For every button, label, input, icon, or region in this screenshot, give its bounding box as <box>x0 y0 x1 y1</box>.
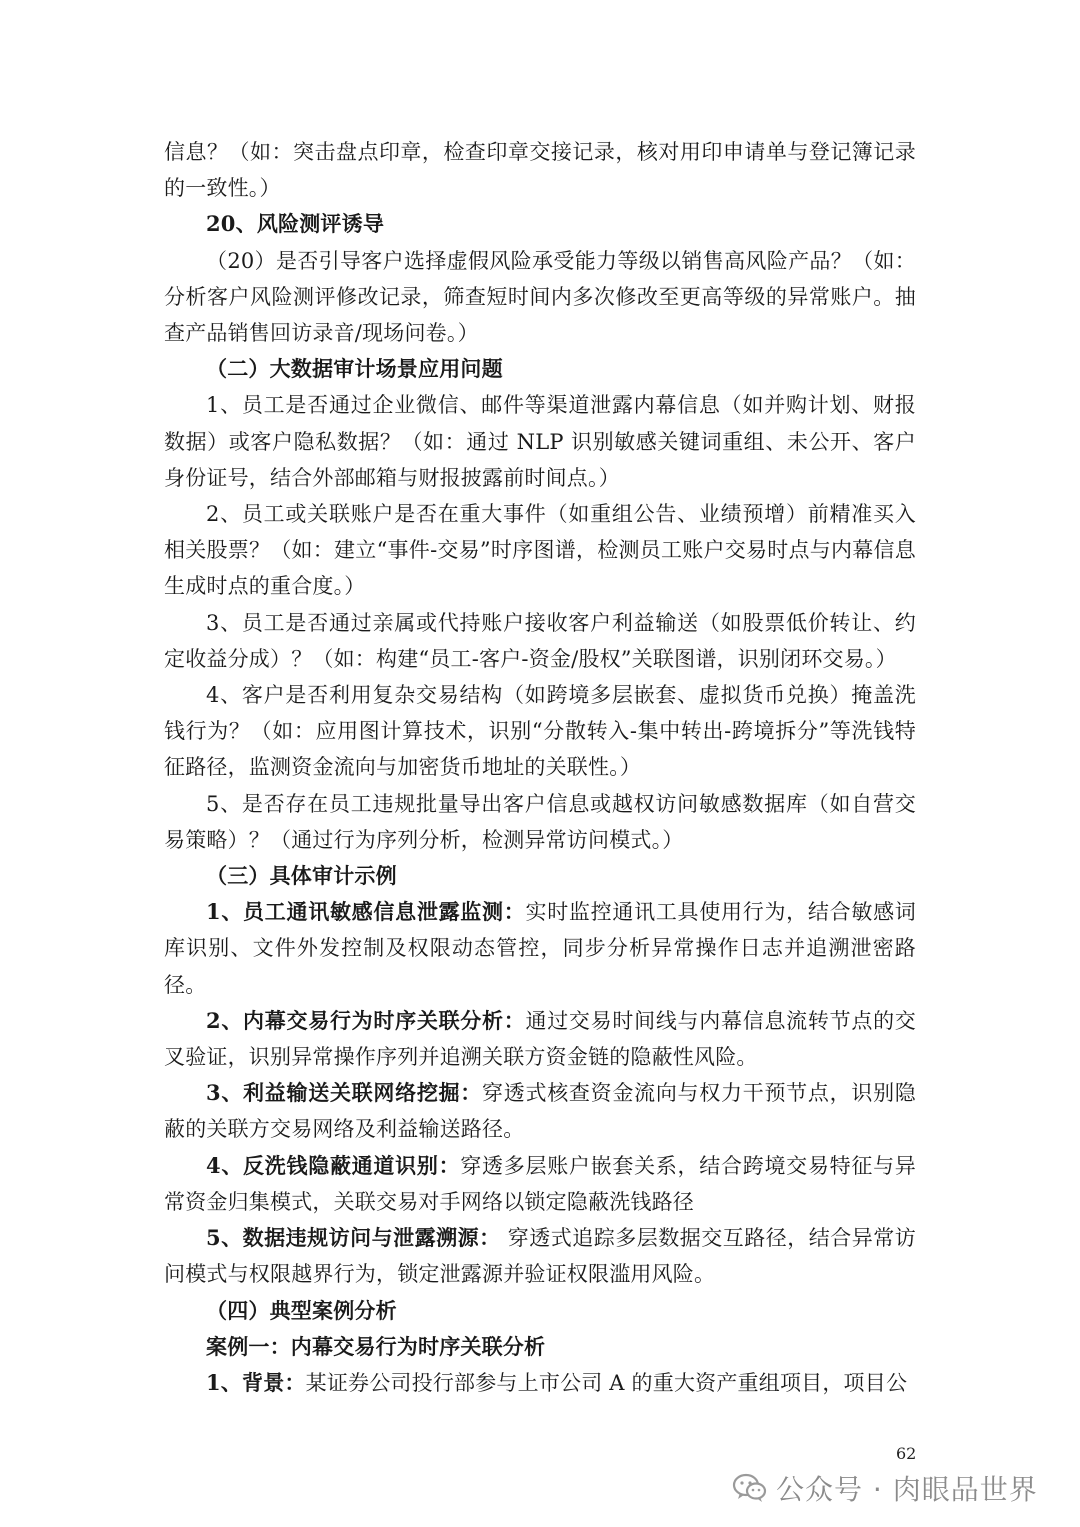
page-number: 62 <box>896 1444 917 1463</box>
case-title: 案例一：内幕交易行为时序关联分析 <box>206 1333 546 1359</box>
example-1-title: 1、员工通讯敏感信息泄露监测： <box>206 899 526 925</box>
example-5-title: 5、数据违规访问与泄露溯源： <box>206 1225 501 1251</box>
question-2: 2、员工或关联账户是否在重大事件（如重组公告、业绩预增）前精准买入相关股票？（如：建立“事件-交易”时序图谱，检测员工账户交易时点与内幕信息生成时点的重合度。） <box>164 502 916 599</box>
question-5: 5、是否存在员工违规批量导出客户信息或越权访问敏感数据库（如自营交易策略）？（通过行为序列分析，检测异常访问模式。） <box>164 791 916 852</box>
background-text: 某证券公司投行部参与上市公司 A 的重大资产重组项目，项目公 <box>305 1370 908 1395</box>
paragraph-item-20: （20）是否引导客户选择虚假风险承受能力等级以销售高风险产品？（如：分析客户风险测评修改记录，筛查短时间内多次修改至更高等级的异常账户。抽查产品销售回访录音/现场问卷。） <box>164 248 916 346</box>
section-heading-2: （二）大数据审计场景应用问题 <box>206 356 503 382</box>
example-5 <box>164 1220 916 1292</box>
example-2-text: 通过交易时间线与内幕信息流转节点的交叉验证，识别异常操作序列并追溯关联方资金链的隐蔽性风险。 <box>164 1008 916 1070</box>
example-3-title: 3、利益输送关联网络挖掘： <box>206 1080 483 1106</box>
section-heading-3: （三）具体审计示例 <box>206 863 397 889</box>
example-2-title: 2、内幕交易行为时序关联分析： <box>206 1007 526 1033</box>
example-1-text: 实时监控通讯工具使用行为，结合敏感词库识别、文件外发控制及权限动态管控，同步分析异常操作日志并追溯泄密路径。 <box>164 900 916 997</box>
section-heading-4: （四）典型案例分析 <box>206 1297 397 1323</box>
document-body <box>164 134 916 1401</box>
wechat-icon <box>732 1472 768 1504</box>
example-4 <box>164 1148 916 1220</box>
question-1: 1、员工是否通过企业微信、邮件等渠道泄露内幕信息（如并购计划、财报数据）或客户隐私数据？（如：通过 NLP 识别敏感关键词重组、未公开、客户身份证号，结合外部邮箱与财报披露前时间点。） <box>164 393 916 490</box>
item-heading-20: 20、风险测评诱导 <box>206 211 385 237</box>
question-4: 4、客户是否利用复杂交易结构（如跨境多层嵌套、虚拟货币兑换）掩盖洗钱行为？（如：应用图计算技术，识别“分散转入-集中转出-跨境拆分”等洗钱特征路径，监测资金流向与加密货币地址的关联性。） <box>164 683 916 780</box>
case-background <box>164 1365 916 1401</box>
question-3: 3、员工是否通过亲属或代持账户接收客户利益输送（如股票低价转让、约定收益分成）？（如：构建“员工-客户-资金/股权”关联图谱，识别闭环交易。） <box>164 610 916 671</box>
example-5-text: 穿透式追踪多层数据交互路径，结合异常访问模式与权限越界行为，锁定泄露源并验证权限滥用风险。 <box>164 1226 916 1287</box>
example-3 <box>164 1075 916 1147</box>
background-title: 1、背景： <box>206 1369 306 1395</box>
example-4-text: 穿透多层账户嵌套关系，结合跨境交易特征与异常资金归集模式，关联交易对手网络以锁定隐蔽洗钱路径 <box>164 1153 916 1214</box>
example-4-title: 4、反洗钱隐蔽通道识别： <box>206 1152 461 1178</box>
example-2 <box>164 1003 916 1075</box>
watermark <box>732 1468 1038 1508</box>
example-3-text: 穿透式核查资金流向与权力干预节点，识别隐蔽的关联方交易网络及利益输送路径。 <box>164 1081 916 1142</box>
paragraph-continuation: 信息？（如：突击盘点印章，检查印章交接记录，核对用印申请单与登记簿记录的一致性。） <box>164 140 916 201</box>
watermark-text: 公众号 · 肉眼品世界 <box>776 1473 1038 1506</box>
example-1 <box>164 894 916 1003</box>
